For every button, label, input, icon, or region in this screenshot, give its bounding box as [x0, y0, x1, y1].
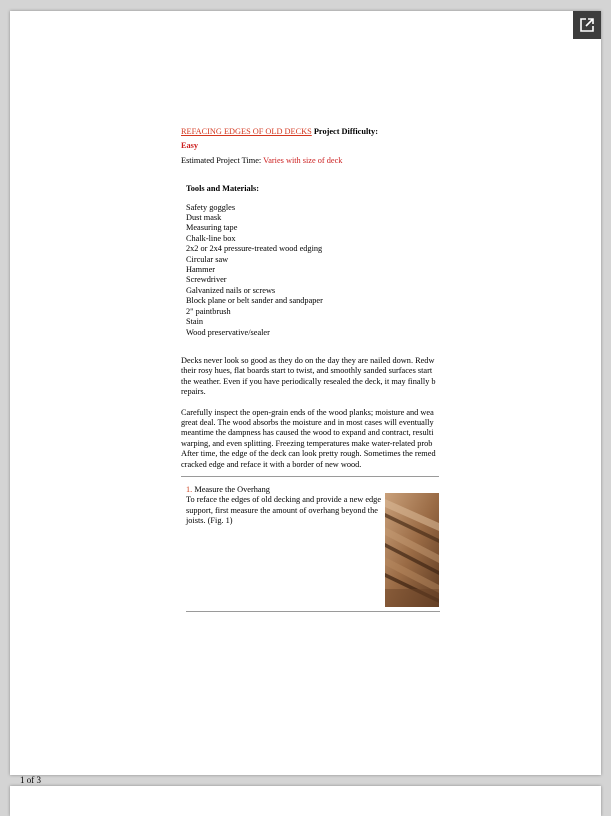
paragraph-line: Decks never look so good as they do on the day they are nailed down. Redw [181, 355, 435, 365]
time-label: Estimated Project Time: [181, 155, 262, 165]
title-link[interactable]: REFACING EDGES OF OLD DECKS [181, 127, 312, 136]
step-title: Measure the Overhang [194, 484, 270, 494]
deck-photo [385, 493, 439, 607]
inspect-paragraph [181, 408, 446, 470]
paragraph-line: Carefully inspect the open-grain ends of the wood planks; moisture and wea [181, 407, 434, 417]
tool-item: Screwdriver [186, 275, 227, 285]
tool-item: Safety goggles [186, 202, 236, 212]
time-value: Varies with size of deck [263, 155, 343, 165]
page-content [181, 127, 446, 612]
popout-button[interactable] [573, 11, 601, 39]
tool-item: Stain [186, 317, 204, 327]
tool-item: Block plane or belt sander and sandpaper [186, 296, 323, 306]
step-text: To reface the edges of old decking and provide a new edge support, first measure the amount of overhang beyond the joists. (Fig. 1) [186, 495, 382, 526]
difficulty-label: Project Difficulty: [313, 127, 378, 136]
tool-item: Galvanized nails or screws [186, 285, 276, 295]
tool-item: Chalk-line box [186, 233, 236, 243]
intro-paragraph [181, 356, 446, 398]
section-divider [181, 476, 439, 477]
tool-item: 2" paintbrush [186, 306, 231, 316]
difficulty-value: Easy [181, 141, 199, 151]
tool-item: Measuring tape [186, 223, 238, 233]
tools-section [186, 184, 446, 338]
tool-item: Wood preservative/sealer [186, 327, 270, 337]
document-page [10, 11, 601, 785]
tool-item: 2x2 or 2x4 pressure-treated wood edging [186, 244, 323, 254]
tools-list [186, 203, 446, 338]
paragraph-line: meantime the dampness has caused the wood to expand and contract, resulti [181, 428, 434, 438]
paragraph-line: great deal. The wood absorbs the moisture and in most cases will eventually [181, 417, 434, 427]
time-line [181, 156, 446, 166]
next-page-edge [10, 786, 601, 816]
open-in-new-icon [580, 18, 594, 32]
step-1 [186, 485, 446, 610]
paragraph-line: cracked edge and reface it with a border of new wood. [181, 459, 362, 469]
tool-item: Hammer [186, 265, 216, 275]
step-number: 1. [186, 484, 193, 494]
tools-title: Tools and Materials: [186, 184, 259, 194]
page-indicator: 1 of 3 [20, 775, 41, 785]
tool-item: Circular saw [186, 254, 229, 264]
paragraph-line: the weather. Even if you have periodically resealed the deck, it may finally b [181, 376, 436, 386]
tool-item: Dust mask [186, 213, 222, 223]
paragraph-line: warping, and even splitting. Freezing temperatures make water-related prob [181, 438, 433, 448]
paragraph-line: After time, the edge of the deck can look pretty rough. Sometimes the remed [181, 449, 436, 459]
section-divider [186, 611, 440, 612]
paragraph-line: their rosy hues, flat boards start to twist, and smoothly sanded surfaces start [181, 366, 433, 376]
title-line [181, 127, 446, 137]
paragraph-line: repairs. [181, 387, 206, 397]
